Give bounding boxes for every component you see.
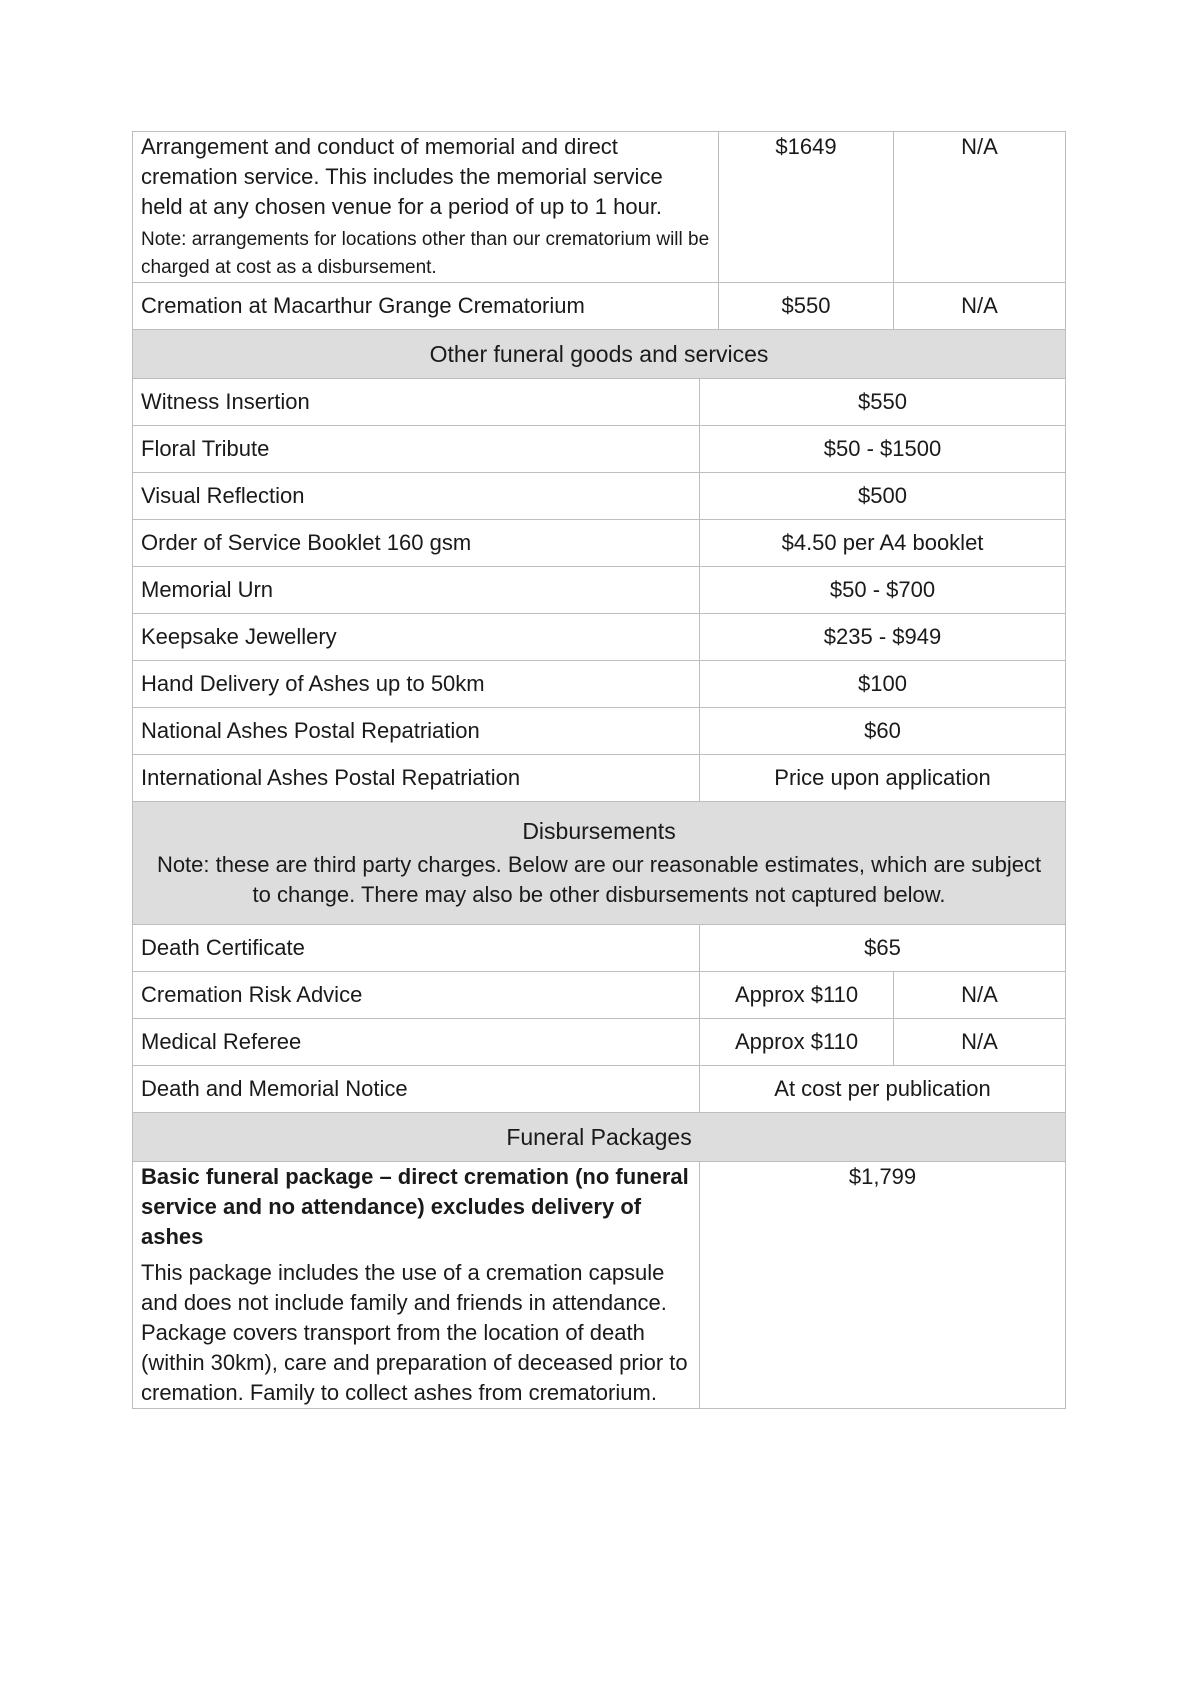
memorial-service-alt: N/A — [894, 132, 1066, 283]
item-label: Keepsake Jewellery — [133, 614, 700, 661]
item-label: Witness Insertion — [133, 379, 700, 426]
table-row — [133, 426, 1066, 473]
notice-row — [133, 1066, 1066, 1113]
table-row — [133, 567, 1066, 614]
item-price: $50 - $1500 — [700, 426, 1066, 473]
table-row — [133, 708, 1066, 755]
item-label: International Ashes Postal Repatriation — [133, 755, 700, 802]
death-certificate-row — [133, 925, 1066, 972]
cremation-risk-label: Cremation Risk Advice — [133, 972, 700, 1019]
disbursements-header — [133, 802, 1066, 925]
item-label: Visual Reflection — [133, 473, 700, 520]
memorial-service-description: Arrangement and conduct of memorial and direct cremation service. This includes the memorial service held at any chosen venue for a period of up to 1 hour. — [141, 134, 663, 219]
basic-package-description: This package includes the use of a cremation capsule and does not include family and friends in attendance. Package covers transport from the location of death (within 30km), care and preparation of deceased prior to cremation. Family to collect ashes from crematorium. — [141, 1260, 688, 1405]
death-certificate-label: Death Certificate — [133, 925, 700, 972]
item-label: Floral Tribute — [133, 426, 700, 473]
medical-referee-row — [133, 1019, 1066, 1066]
item-price: $60 — [700, 708, 1066, 755]
item-price: $235 - $949 — [700, 614, 1066, 661]
memorial-service-cell — [133, 132, 719, 283]
basic-package-cell — [133, 1162, 700, 1409]
item-price: $50 - $700 — [700, 567, 1066, 614]
disbursements-title: Disbursements — [522, 818, 676, 844]
cremation-risk-row — [133, 972, 1066, 1019]
packages-header — [133, 1113, 1066, 1162]
cremation-risk-alt: N/A — [894, 972, 1066, 1019]
item-label: Order of Service Booklet 160 gsm — [133, 520, 700, 567]
table-row — [133, 661, 1066, 708]
item-label: National Ashes Postal Repatriation — [133, 708, 700, 755]
price-list-table — [132, 131, 1066, 1409]
table-row — [133, 520, 1066, 567]
other-goods-header — [133, 330, 1066, 379]
cremation-risk-price: Approx $110 — [700, 972, 894, 1019]
item-label: Memorial Urn — [133, 567, 700, 614]
item-price: Price upon application — [700, 755, 1066, 802]
table-row — [133, 755, 1066, 802]
packages-title: Funeral Packages — [506, 1123, 692, 1150]
item-price: $4.50 per A4 booklet — [700, 520, 1066, 567]
memorial-service-price: $1649 — [719, 132, 894, 283]
table-row — [133, 614, 1066, 661]
cremation-label: Cremation at Macarthur Grange Crematorium — [133, 283, 719, 330]
item-price: $550 — [700, 379, 1066, 426]
table-row — [133, 473, 1066, 520]
death-certificate-price: $65 — [700, 925, 1066, 972]
item-label: Hand Delivery of Ashes up to 50km — [133, 661, 700, 708]
memorial-service-note: Note: arrangements for locations other than our crematorium will be charged at cost as a disbursement. — [141, 229, 710, 278]
medical-referee-price: Approx $110 — [700, 1019, 894, 1066]
cremation-price: $550 — [719, 283, 894, 330]
disbursements-note: Note: these are third party charges. Below are our reasonable estimates, which are subject to change. There may also be other disbursements not captured below. — [156, 852, 1042, 907]
table-row — [133, 379, 1066, 426]
basic-package-row — [133, 1162, 1066, 1409]
medical-referee-alt: N/A — [894, 1019, 1066, 1066]
item-price: $500 — [700, 473, 1066, 520]
memorial-service-row — [133, 132, 1066, 283]
cremation-row — [133, 283, 1066, 330]
notice-label: Death and Memorial Notice — [133, 1066, 700, 1113]
other-goods-title: Other funeral goods and services — [429, 340, 769, 367]
medical-referee-label: Medical Referee — [133, 1019, 700, 1066]
basic-package-title: Basic funeral package – direct cremation (no funeral service and no attendance) excludes delivery of ashes — [141, 1164, 689, 1249]
item-price: $100 — [700, 661, 1066, 708]
cremation-alt: N/A — [894, 283, 1066, 330]
notice-price: At cost per publication — [700, 1066, 1066, 1113]
basic-package-price: $1,799 — [700, 1162, 1066, 1409]
